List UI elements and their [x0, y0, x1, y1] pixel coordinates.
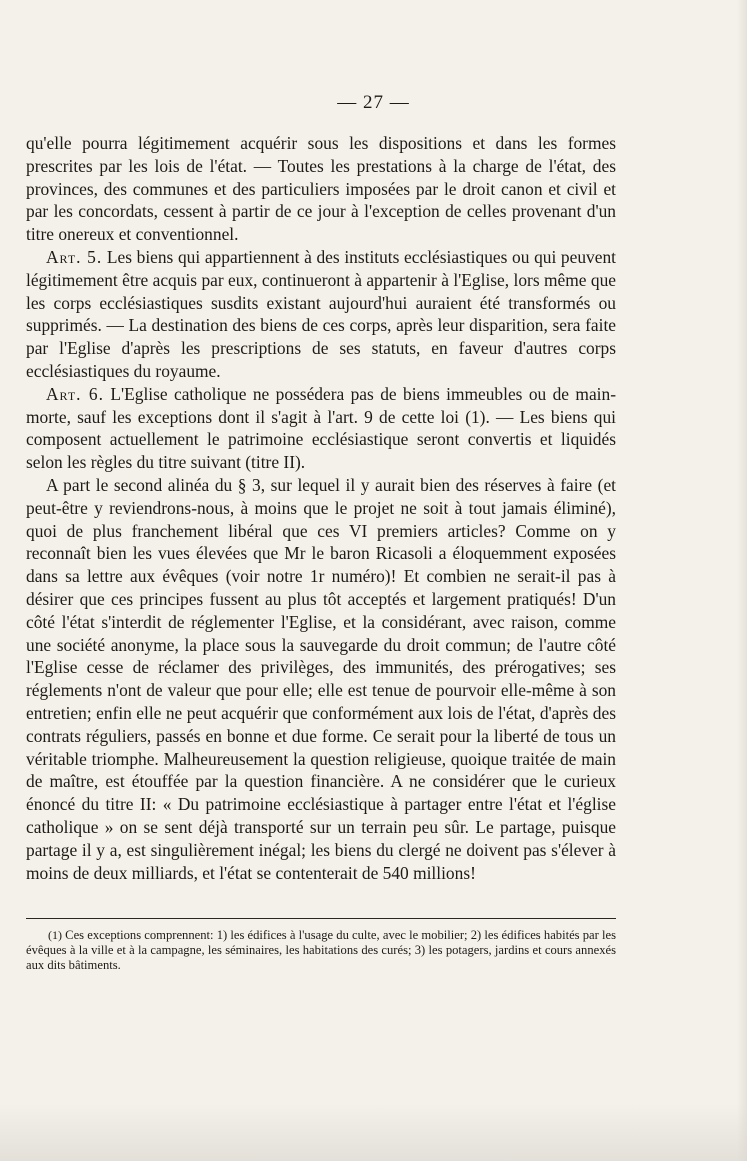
paragraph-commentary	[26, 474, 616, 884]
paragraph-continuation	[26, 132, 616, 246]
paragraph-text: qu'elle pourra légitimement acquérir sous les dispositions et dans les formes prescrites par les lois de l'état. — Toutes les prestations à la charge de l'état, des provinces, des communes et des particuliers imposées par le droit canon et civil et par les concordats, cessent à partir de ce jour à l'exception de celles provenant d'un titre onereux et conventionnel.	[26, 133, 616, 245]
paragraph-text: A part le second alinéa du § 3, sur lequel il y aurait bien des réserves à faire (et peut-être y reviendrons-nous, à moins que le projet ne soit à tout jamais éliminé), quoi de plus franchement libéral que ces VI premiers articles? Comme on y reconnaît bien les vues élevées que Mr le baron Ricasoli a éloquemment exposées dans sa lettre aux évêques (voir notre 1r numéro)! Et combien ne serait-il pas à désirer que ces principes fussent au plus tôt acceptés et largement pratiqués! D'un côté l'état s'interdit de réglementer l'Eglise, et la considérant, avec raison, comme une société anonyme, la place sous la sauvegarde du droit commun; de l'autre côté l'Eglise cesse de réclamer des privilèges, des immunités, des prérogatives; ses réglements n'ont de valeur que pour elle; elle est tenue de pourvoir elle-même à son entretien; enfin elle ne peut acquérir que conformément aux lois de l'état, d'après des contrats réguliers, passés en bonne et due forme. Ce serait pour la liberté de tous un véritable triomphe. Malheureusement la question religieuse, quoique traitée de main de maître, est étouffée par la question financière. A ne considérer que le curieux énoncé du titre II: « Du patrimoine ecclésiastique à partager entre l'état et l'église catholique » on se sent déjà transporté sur un terrain peu sûr. Le partage, puisque partage il y a, est singulièrement inégal; les biens du clergé ne doivent pas s'élever à moins de deux milliards, et l'état se contenterait de 540 millions!	[26, 474, 616, 883]
page-number: — 27 —	[337, 92, 410, 113]
footnote-divider	[26, 918, 616, 919]
body-text	[26, 132, 616, 884]
footnote-mark: (1)	[48, 928, 62, 942]
paragraph-article-5	[26, 246, 616, 383]
page-bottom-shadow	[0, 1103, 747, 1161]
footnote	[26, 928, 616, 973]
paragraph-text: L'Eglise catholique ne possédera pas de biens immeubles ou de main-morte, sauf les exceptions dont il s'agit à l'art. 9 de cette loi (1). — Les biens qui composent actuellement le patrimoine ecclésiastique seront convertis et liquidés selon les règles du titre suivant (titre II).	[26, 383, 616, 473]
paragraph-article-6	[26, 383, 616, 474]
paragraph-text: Les biens qui appartiennent à des instituts ecclésiastiques ou qui peuvent légitimement être acquis par eux, continueront à appartenir à l'Eglise, lors même que les corps ecclésiastiques susdits existant aujourd'hui auraient été transformés ou supprimés. — La destination des biens de ces corps, après leur disparition, sera faite par l'Eglise d'après les prescriptions de ses statuts, en faveur d'autres corps ecclésiastiques du royaume.	[26, 246, 616, 381]
footnote-text: Ces exceptions comprennent: 1) les édifices à l'usage du culte, avec le mobilier; 2) les édifices habités par les évêques à la ville et à la campagne, les séminaires, les habitations des curés; 3) les potagers, jardins et cours annexés aux dits bâtiments.	[26, 928, 616, 972]
article-label: Art. 6.	[46, 383, 104, 404]
page-edge-shadow	[737, 0, 747, 1161]
article-label: Art. 5.	[46, 246, 103, 267]
